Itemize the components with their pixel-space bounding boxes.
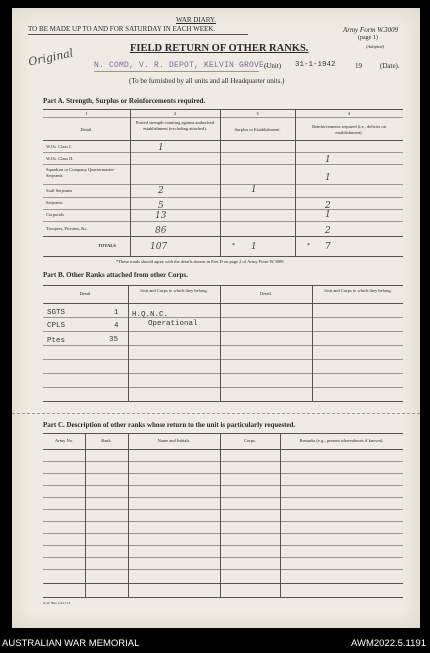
form-adapted: (Adapted): [366, 44, 384, 49]
form-title: FIELD RETURN OF OTHER RANKS.: [130, 43, 309, 54]
footer-institution: AUSTRALIAN WAR MEMORIAL: [2, 638, 140, 649]
part-b-header-unit: Unit and Corps to which they belong.: [140, 288, 208, 293]
part-a-title: Part A. Strength, Surplus or Reinforcements required.: [43, 97, 206, 105]
attached-rank: SGTS: [47, 309, 66, 317]
col-number-3: 3: [256, 111, 259, 116]
part-a-footnote: *These totals should agree with the details shown in Part D on page 2 of Army Form W.3009.: [116, 259, 285, 264]
row-reinforcements: 1: [325, 155, 331, 165]
part-c-header-remarks: Remarks (e.g., present whereabouts if known).: [299, 438, 384, 443]
totals-label: TOTALS: [98, 243, 116, 248]
header-posted-strength: Posted strength counting against authorised establishment (excluding attached).: [135, 120, 215, 131]
row-posted: 86: [155, 226, 167, 236]
col-number-1: 1: [85, 111, 88, 116]
asterisk: *: [307, 243, 310, 249]
unit-stamp: N. COMD, V. R. DEPOT, KELVIN GROVE.: [94, 61, 270, 70]
total-surplus: 1: [251, 242, 257, 252]
header-detail: Detail.: [80, 127, 93, 132]
war-diary-label: WAR DIARY.: [176, 16, 216, 24]
row-detail: W.Os. Class II.: [46, 156, 74, 161]
row-reinforcements: 2: [325, 226, 331, 236]
row-posted: 1: [158, 143, 164, 153]
unit-label: (Unit): [264, 62, 282, 70]
form-number: Army Form W.3009: [343, 26, 399, 34]
asterisk: *: [232, 243, 235, 249]
printer-mark: A.W. Bns 1/44 J.13: [43, 601, 71, 605]
attached-count: 35: [109, 336, 119, 344]
total-reinforcements: 7: [325, 242, 331, 252]
header-surplus: Surplus to Establishment.: [234, 127, 281, 132]
part-c-header-rank: Rank.: [101, 438, 112, 443]
part-b-header-detail: Detail.: [79, 291, 92, 296]
part-b-header-unit: Unit and Corps to which they belong.: [324, 288, 392, 293]
attached-rank: Ptes: [47, 337, 66, 345]
part-c-header-corps: Corps.: [244, 438, 256, 443]
total-posted: 107: [150, 242, 168, 252]
date-nineteen: 19: [355, 62, 362, 70]
row-posted: 5: [158, 201, 164, 211]
row-surplus: 1: [251, 185, 257, 195]
row-detail: Corporals: [46, 212, 64, 217]
col-number-4: 4: [347, 111, 351, 116]
attached-rank: CPLS: [47, 322, 66, 330]
attached-unit: Operational: [148, 320, 198, 328]
row-posted: 13: [155, 211, 167, 221]
row-detail: W.Os. Class I.: [46, 144, 72, 149]
furnish-note: (To be furnished by all units and all Headquarter units.): [129, 77, 285, 85]
col-number-2: 2: [173, 111, 177, 116]
row-detail: Squadron or Company Quartermaster-Serjeants: [46, 167, 116, 178]
part-c-header-army-no: Army No.: [54, 438, 74, 443]
attached-unit: H.Q.N.C.: [132, 311, 169, 319]
instruction-text: TO BE MADE UP TO AND FOR SATURDAY IN EACH WEEK.: [28, 25, 216, 33]
row-detail: Serjeants: [46, 200, 63, 205]
date-value: 31-1-1942: [295, 61, 336, 69]
row-reinforcements: 2: [325, 201, 331, 211]
part-c-header-name: Name and Initials.: [157, 438, 191, 443]
part-b-header-detail: Detail.: [259, 291, 273, 296]
attached-count: 4: [114, 322, 119, 330]
footer-accession-number: AWM2022.5.1191: [351, 638, 426, 649]
date-label: (Date).: [380, 62, 400, 70]
header-reinforcements: Reinforcements required (i.e., deficits on establishment).: [312, 124, 386, 135]
part-c-title: Part C. Description of other ranks whose return to the unit is particularly requested.: [43, 421, 296, 429]
row-reinforcements: 1: [325, 210, 331, 220]
row-detail: Staff Serjeants: [46, 188, 73, 193]
part-b-title: Part B. Other Ranks attached from other Corps.: [43, 271, 188, 279]
form-page: (page 1): [358, 35, 378, 41]
original-handwritten: Original: [27, 46, 75, 69]
row-posted: 2: [158, 186, 164, 196]
footer-bar: [0, 632, 430, 653]
row-reinforcements: 1: [325, 173, 331, 183]
attached-count: 1: [114, 309, 119, 317]
row-detail: Troopers, Privates, &c.: [46, 226, 88, 231]
